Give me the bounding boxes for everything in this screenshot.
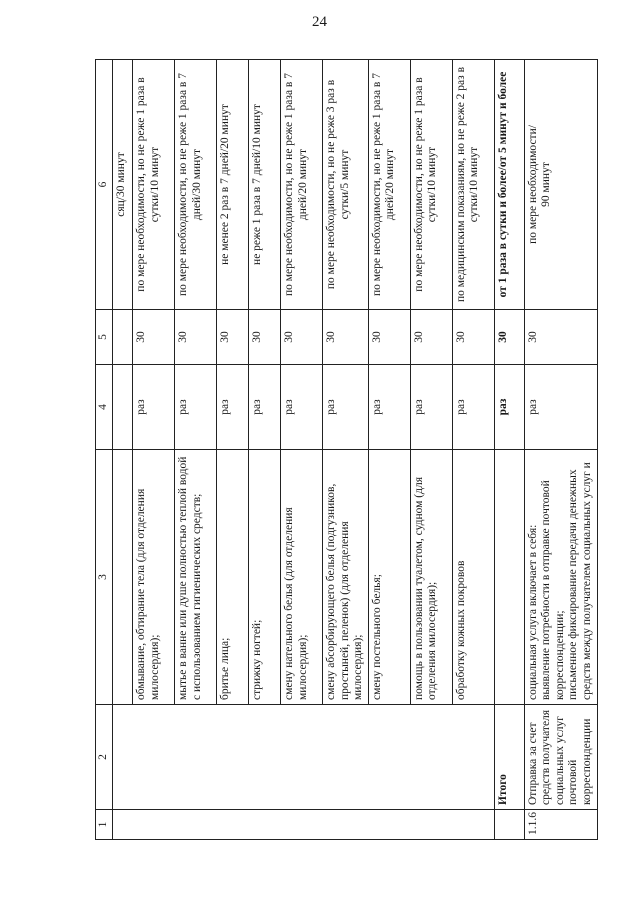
cell-unit: раз [452,365,494,450]
total-unit: раз [494,365,524,450]
cell-unit: раз [249,365,281,450]
header-col-5: 5 [96,310,113,365]
cell-price: 30 [281,310,323,365]
header-col-2: 2 [96,705,113,810]
cell-unit: раз [368,365,410,450]
table-row [113,60,133,840]
cell-price: 30 [410,310,452,365]
total-freq: от 1 раза в сутки и более/от 5 минут и более [494,60,524,310]
cell-desc: смену постельного белья; [368,450,410,705]
service-row [524,60,597,840]
cell-price: 30 [368,310,410,365]
header-col-1: 1 [96,810,113,840]
cell-unit: раз [175,365,217,450]
cell-freq: по мере необходимости, но не реже 1 раза в 7 дней/20 минут [281,60,323,310]
cell-unit: раз [217,365,249,450]
cell-freq: по мере необходимости, но не реже 1 раза в сутки/10 минут [410,60,452,310]
cell-desc: обработку кожных покровов [452,450,494,705]
cell-price: 30 [452,310,494,365]
cell-price: 30 [175,310,217,365]
cell-freq: сяц/30 минут [113,60,133,310]
cell-freq: по мере необходимости, но не реже 1 раза в 7 дней/30 минут [175,60,217,310]
cell-price: 30 [249,310,281,365]
total-row [494,60,524,840]
service-price: 30 [524,310,597,365]
cell-num-empty [494,810,524,840]
cell-price: 30 [217,310,249,365]
cell-desc: обмывание, обтирание тела (для отделения милосердия); [133,450,175,705]
cell-num-empty [113,810,495,840]
cell-unit: раз [410,365,452,450]
page-number: 24 [312,14,327,30]
header-col-6: 6 [96,60,113,310]
rotated-table-container [95,60,593,840]
cell-freq: по мере необходимости, но не реже 1 раза в сутки/10 минут [133,60,175,310]
cell-freq: по медицинским показаниям, но не реже 2 раз в сутки/10 минут [452,60,494,310]
cell-price: 30 [323,310,369,365]
header-col-3: 3 [96,450,113,705]
cell-desc: бритье лица; [217,450,249,705]
service-number: 1.1.6 [524,810,597,840]
service-unit: раз [524,365,597,450]
cell-freq: по мере необходимости, но не реже 3 раз в сутки/5 минут [323,60,369,310]
service-name: Отправка за счет средств получателя социальных услуг почтовой корреспонденции [524,705,597,810]
cell-unit: раз [281,365,323,450]
cell-desc: мытье в ванне или душе полностью теплой водой с использованием гигиенических средств; [175,450,217,705]
cell-unit: раз [133,365,175,450]
total-price: 30 [494,310,524,365]
cell-freq: не реже 1 раза в 7 дней/10 минут [249,60,281,310]
cell-desc: стрижку ногтей; [249,450,281,705]
cell-unit: раз [323,365,369,450]
cell-desc: смену нательного белья (для отделения милосердия); [281,450,323,705]
cell-freq: по мере необходимости, но не реже 1 раза в 7 дней/20 минут [368,60,410,310]
cell-freq: не менее 2 раз в 7 дней/20 минут [217,60,249,310]
cell-desc: смену абсорбирующего белья (подгузников, простыней, пеленок) (для отделения милосердия); [323,450,369,705]
header-col-4: 4 [96,365,113,450]
services-table [95,59,598,840]
cell-desc: помощь в пользовании туалетом, судном (для отделения милосердия); [410,450,452,705]
cell-unit [113,365,133,450]
cell-desc [113,450,133,705]
total-label: Итого [494,705,524,810]
service-frequency: по мере необходимости/ 90 минут [524,60,597,310]
cell-desc [494,450,524,705]
cell-price: 30 [133,310,175,365]
header-row [96,60,113,840]
cell-name-empty [113,705,495,810]
cell-price [113,310,133,365]
service-description: социальная услуга включает в себя: выявление потребности в отправке почтовой корреспонденции; письменное фиксирование передачи денежных средств между получателем социальных услуг и [524,450,597,705]
